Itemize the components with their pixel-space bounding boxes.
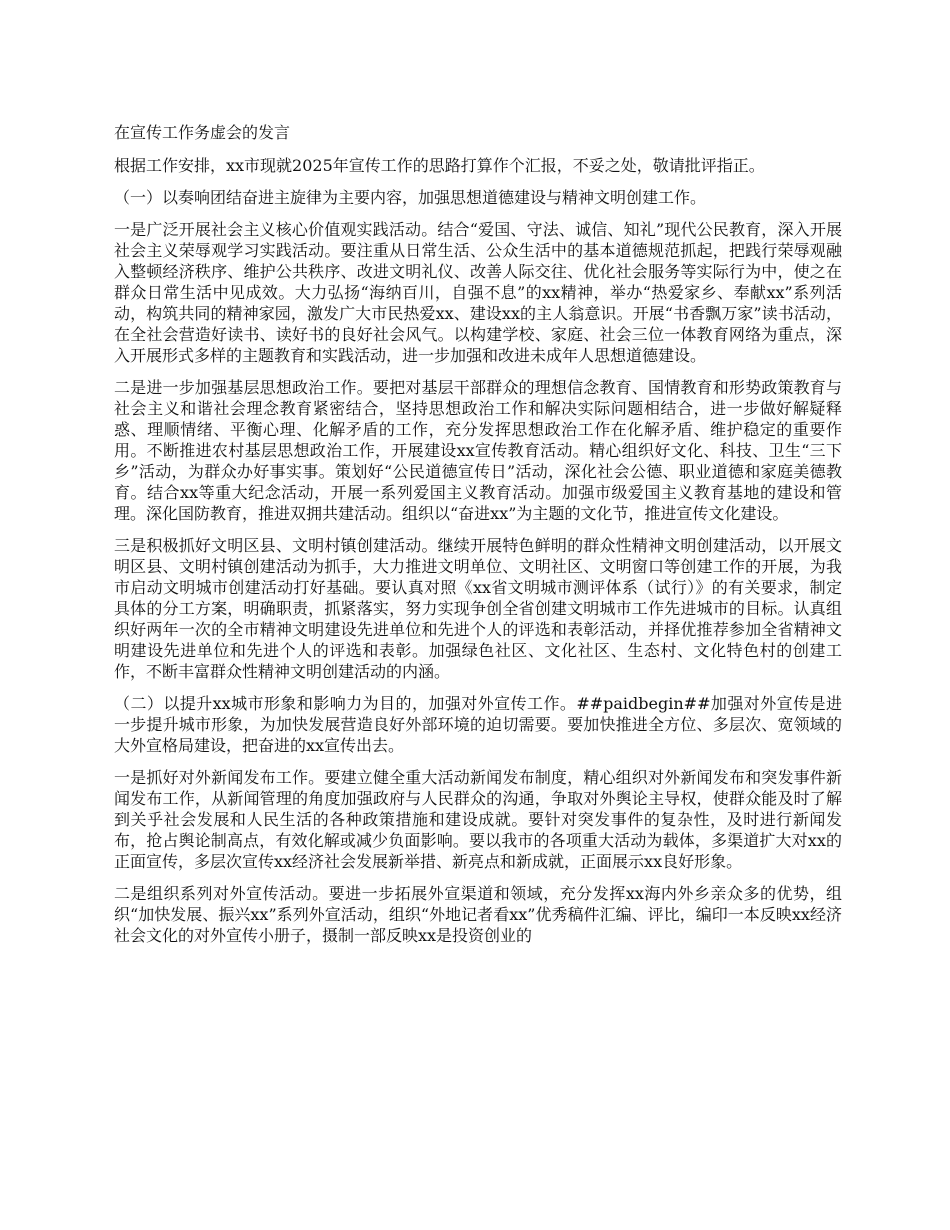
intro-paragraph: 根据工作安排，xx市现就2025年宣传工作的思路打算作个汇报，不妥之处，敬请批评指正。 [114,156,765,175]
body-paragraph: 二是组织系列对外宣传活动。要进一步拓展外宣渠道和领域，充分发挥xx海内外乡亲众多的优势，组织“加快发展、振兴xx”系列外宣活动，组织“外地记者看xx”优秀稿件汇编、评比，编印一本反映xx经济社会文化的对外宣传小册子，摄制一部反映xx是投资创业的 [114,884,842,945]
section-heading-2: （二）以提升xx城市形象和影响力为目的，加强对外宣传工作。##paidbegin##加强对外宣传是进一步提升城市形象，为加快发展营造良好外部环境的迫切需要。要加快推进全方位、多层次、宽领域的大外宣格局建设，把奋进的xx宣传出去。 [114,694,842,755]
document-page [114,122,842,957]
body-paragraph: 一是抓好对外新闻发布工作。要建立健全重大活动新闻发布制度，精心组织对外新闻发布和突发事件新闻发布工作，从新闻管理的角度加强政府与人民群众的沟通，争取对外舆论主导权，使群众能及时了解到关乎社会发展和人民生活的各种政策措施和建设成就。要针对突发事件的复杂性，及时进行新闻发布，抢占舆论制高点，有效化解或减少负面影响。要以我市的各项重大活动为载体，多渠道扩大对xx的正面宣传，多层次宣传xx经济社会发展新举措、新亮点和新成就，正面展示xx良好形象。 [114,768,842,871]
body-paragraph: 三是积极抓好文明区县、文明村镇创建活动。继续开展特色鲜明的群众性精神文明创建活动，以开展文明区县、文明村镇创建活动为抓手，大力推进文明单位、文明社区、文明窗口等创建工作的开展，为我市启动文明城市创建活动打好基础。要认真对照《xx省文明城市测评体系（试行）》的有关要求，制定具体的分工方案，明确职责，抓紧落实，努力实现争创全省创建文明城市工作先进城市的目标。认真组织好两年一次的全市精神文明建设先进单位和先进个人的评选和表彰活动，并择优推荐参加全省精神文明建设先进单位和先进个人的评选和表彰。加强绿色社区、文化社区、生态村、文化特色村的创建工作，不断丰富群众性精神文明创建活动的内涵。 [114,536,842,681]
body-paragraph: 二是进一步加强基层思想政治工作。要把对基层干部群众的理想信念教育、国情教育和形势政策教育与社会主义和谐社会理念教育紧密结合，坚持思想政治工作和解决实际问题相结合，进一步做好解疑释惑、理顺情绪、平衡心理、化解矛盾的工作，充分发挥思想政治工作在化解矛盾、维护稳定的重要作用。不断推进农村基层思想政治工作，开展建设xx宣传教育活动。精心组织好文化、科技、卫生“三下乡”活动，为群众办好事实事。策划好“公民道德宣传日”活动，深化社会公德、职业道德和家庭美德教育。结合xx等重大纪念活动，开展一系列爱国主义教育活动。加强市级爱国主义教育基地的建设和管理。深化国防教育，推进双拥共建活动。组织以“奋进xx”为主题的文化节，推进宣传文化建设。 [114,378,842,523]
body-paragraph: 一是广泛开展社会主义核心价值观实践活动。结合“爱国、守法、诚信、知礼”现代公民教育，深入开展社会主义荣辱观学习实践活动。要注重从日常生活、公众生活中的基本道德规范抓起，把践行荣辱观融入整顿经济秩序、维护公共秩序、改进文明礼仪、改善人际交往、优化社会服务等实际行为中，使之在群众日常生活中见成效。大力弘扬“海纳百川，自强不息”的xx精神，举办“热爱家乡、奉献xx”系列活动，构筑共同的精神家园，激发广大市民热爱xx、建设xx的主人翁意识。开展“书香飘万家”读书活动，在全社会营造好读书、读好书的良好社会风气。以构建学校、家庭、社会三位一体教育网络为重点，深入开展形式多样的主题教育和实践活动，进一步加强和改进未成年人思想道德建设。 [114,220,842,365]
document-title: 在宣传工作务虚会的发言 [114,123,291,142]
section-heading-1: （一）以奏响团结奋进主旋律为主要内容，加强思想道德建设与精神文明创建工作。 [114,188,707,207]
